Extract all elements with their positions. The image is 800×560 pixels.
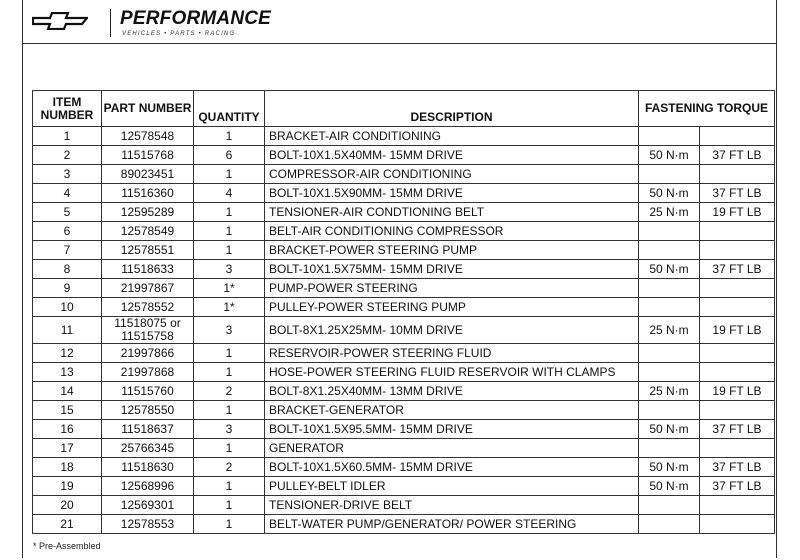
torque-nm-cell: 25 N·m — [639, 203, 700, 222]
torque-nm-cell: 25 N·m — [639, 317, 700, 344]
torque-ftlb-cell: 37 FT LB — [700, 260, 775, 279]
torque-ftlb-cell — [700, 222, 775, 241]
torque-nm-cell — [639, 165, 700, 184]
description-cell: BOLT-10X1.5X95.5MM- 15MM DRIVE — [265, 420, 639, 439]
table-row — [33, 222, 775, 241]
part-number-cell: 21997867 — [102, 279, 194, 298]
description-cell: BOLT-10X1.5X90MM- 15MM DRIVE — [265, 184, 639, 203]
torque-nm-cell — [639, 363, 700, 382]
torque-nm-cell — [639, 298, 700, 317]
torque-nm-cell — [639, 344, 700, 363]
item-number-cell: 8 — [33, 260, 102, 279]
torque-ftlb-cell — [700, 298, 775, 317]
torque-nm-cell — [639, 401, 700, 420]
table-row — [33, 382, 775, 401]
part-number-cell: 89023451 — [102, 165, 194, 184]
header-part-number: PART NUMBER — [102, 91, 194, 127]
table-row — [33, 165, 775, 184]
table-row — [33, 439, 775, 458]
torque-ftlb-cell — [700, 165, 775, 184]
quantity-cell: 3 — [194, 260, 265, 279]
torque-nm-cell: 50 N·m — [639, 420, 700, 439]
part-number-cell: 11515760 — [102, 382, 194, 401]
torque-ftlb-cell — [700, 127, 775, 146]
header-item-number: ITEM NUMBER — [33, 91, 102, 127]
quantity-cell: 4 — [194, 184, 265, 203]
table-header-row — [33, 91, 775, 127]
table-row — [33, 241, 775, 260]
table-row — [33, 127, 775, 146]
brand-title: PERFORMANCE — [120, 8, 272, 29]
item-number-cell: 11 — [33, 317, 102, 344]
description-cell: BRACKET-AIR CONDITIONING — [265, 127, 639, 146]
quantity-cell: 1 — [194, 344, 265, 363]
part-number-cell: 11518075 or 11515758 — [102, 317, 194, 344]
part-number-cell: 12569301 — [102, 496, 194, 515]
torque-ftlb-cell: 19 FT LB — [700, 317, 775, 344]
torque-ftlb-cell: 37 FT LB — [700, 420, 775, 439]
item-number-cell: 15 — [33, 401, 102, 420]
item-number-cell: 14 — [33, 382, 102, 401]
quantity-cell: 1* — [194, 279, 265, 298]
part-number-cell: 12568996 — [102, 477, 194, 496]
item-number-cell: 20 — [33, 496, 102, 515]
torque-ftlb-cell — [700, 439, 775, 458]
item-number-cell: 13 — [33, 363, 102, 382]
chevrolet-bowtie-icon — [32, 12, 88, 30]
table-row — [33, 515, 775, 534]
part-number-cell: 11518633 — [102, 260, 194, 279]
description-cell: BELT-WATER PUMP/GENERATOR/ POWER STEERING — [265, 515, 639, 534]
quantity-cell: 1* — [194, 298, 265, 317]
item-number-cell: 17 — [33, 439, 102, 458]
part-number-cell: 12578550 — [102, 401, 194, 420]
part-number-cell: 25766345 — [102, 439, 194, 458]
torque-nm-cell: 50 N·m — [639, 146, 700, 165]
description-cell: BOLT-8X1.25X25MM- 10MM DRIVE — [265, 317, 639, 344]
table-row — [33, 184, 775, 203]
torque-nm-cell: 50 N·m — [639, 458, 700, 477]
quantity-cell: 1 — [194, 165, 265, 184]
description-cell: BOLT-10X1.5X75MM- 15MM DRIVE — [265, 260, 639, 279]
part-number-cell: 11515768 — [102, 146, 194, 165]
table-row — [33, 298, 775, 317]
part-number-cell: 11518630 — [102, 458, 194, 477]
part-number-cell: 12578551 — [102, 241, 194, 260]
item-number-cell: 16 — [33, 420, 102, 439]
header — [22, 0, 777, 44]
item-number-cell: 10 — [33, 298, 102, 317]
description-cell: HOSE-POWER STEERING FLUID RESERVOIR WITH CLAMPS — [265, 363, 639, 382]
quantity-cell: 1 — [194, 477, 265, 496]
description-cell: BOLT-10X1.5X60.5MM- 15MM DRIVE — [265, 458, 639, 477]
torque-ftlb-cell: 37 FT LB — [700, 477, 775, 496]
torque-ftlb-cell — [700, 515, 775, 534]
torque-ftlb-cell: 37 FT LB — [700, 184, 775, 203]
table-row — [33, 279, 775, 298]
torque-ftlb-cell: 37 FT LB — [700, 146, 775, 165]
item-number-cell: 18 — [33, 458, 102, 477]
torque-nm-cell — [639, 279, 700, 298]
item-number-cell: 21 — [33, 515, 102, 534]
quantity-cell: 1 — [194, 515, 265, 534]
description-cell: PULLEY-BELT IDLER — [265, 477, 639, 496]
description-cell: TENSIONER-AIR CONDTIONING BELT — [265, 203, 639, 222]
quantity-cell: 1 — [194, 363, 265, 382]
quantity-cell: 3 — [194, 317, 265, 344]
torque-nm-cell — [639, 241, 700, 260]
table-row — [33, 401, 775, 420]
header-quantity: QUANTITY — [194, 91, 265, 127]
item-number-cell: 7 — [33, 241, 102, 260]
description-cell: BOLT-10X1.5X40MM- 15MM DRIVE — [265, 146, 639, 165]
description-cell: TENSIONER-DRIVE BELT — [265, 496, 639, 515]
description-cell: PUMP-POWER STEERING — [265, 279, 639, 298]
header-fastening-torque: FASTENING TORQUE — [639, 91, 775, 127]
table-row — [33, 477, 775, 496]
table-row — [33, 458, 775, 477]
quantity-cell: 1 — [194, 127, 265, 146]
part-number-cell: 11516360 — [102, 184, 194, 203]
parts-table — [32, 90, 775, 534]
item-number-cell: 4 — [33, 184, 102, 203]
quantity-cell: 2 — [194, 458, 265, 477]
torque-nm-cell — [639, 127, 700, 146]
torque-nm-cell — [639, 222, 700, 241]
torque-ftlb-cell — [700, 496, 775, 515]
torque-ftlb-cell: 19 FT LB — [700, 203, 775, 222]
description-cell: BELT-AIR CONDITIONING COMPRESSOR — [265, 222, 639, 241]
torque-nm-cell: 50 N·m — [639, 184, 700, 203]
quantity-cell: 1 — [194, 496, 265, 515]
torque-nm-cell: 50 N·m — [639, 477, 700, 496]
torque-ftlb-cell: 37 FT LB — [700, 458, 775, 477]
quantity-cell: 1 — [194, 241, 265, 260]
item-number-cell: 12 — [33, 344, 102, 363]
table-row — [33, 317, 775, 344]
item-number-cell: 6 — [33, 222, 102, 241]
torque-nm-cell — [639, 496, 700, 515]
description-cell: PULLEY-POWER STEERING PUMP — [265, 298, 639, 317]
part-number-cell: 12578552 — [102, 298, 194, 317]
header-divider — [110, 9, 111, 37]
part-number-cell: 11518637 — [102, 420, 194, 439]
table-row — [33, 146, 775, 165]
table-row — [33, 496, 775, 515]
part-number-cell: 12595289 — [102, 203, 194, 222]
quantity-cell: 1 — [194, 222, 265, 241]
torque-ftlb-cell — [700, 344, 775, 363]
part-number-cell: 12578549 — [102, 222, 194, 241]
item-number-cell: 3 — [33, 165, 102, 184]
description-cell: RESERVOIR-POWER STEERING FLUID — [265, 344, 639, 363]
quantity-cell: 1 — [194, 203, 265, 222]
item-number-cell: 2 — [33, 146, 102, 165]
description-cell: COMPRESSOR-AIR CONDITIONING — [265, 165, 639, 184]
description-cell: BRACKET-POWER STEERING PUMP — [265, 241, 639, 260]
table-row — [33, 344, 775, 363]
torque-ftlb-cell — [700, 363, 775, 382]
brand-tagline: VEHICLES • PARTS • RACING — [122, 31, 236, 37]
item-number-cell: 9 — [33, 279, 102, 298]
quantity-cell: 1 — [194, 401, 265, 420]
description-cell: BOLT-8X1.25X40MM- 13MM DRIVE — [265, 382, 639, 401]
table-row — [33, 363, 775, 382]
torque-nm-cell: 50 N·m — [639, 260, 700, 279]
part-number-cell: 12578548 — [102, 127, 194, 146]
part-number-cell: 12578553 — [102, 515, 194, 534]
torque-ftlb-cell — [700, 279, 775, 298]
torque-ftlb-cell — [700, 401, 775, 420]
table-row — [33, 420, 775, 439]
torque-nm-cell — [639, 515, 700, 534]
quantity-cell: 1 — [194, 439, 265, 458]
torque-nm-cell — [639, 439, 700, 458]
quantity-cell: 6 — [194, 146, 265, 165]
torque-ftlb-cell: 19 FT LB — [700, 382, 775, 401]
part-number-cell: 21997868 — [102, 363, 194, 382]
item-number-cell: 19 — [33, 477, 102, 496]
item-number-cell: 1 — [33, 127, 102, 146]
description-cell: BRACKET-GENERATOR — [265, 401, 639, 420]
torque-ftlb-cell — [700, 241, 775, 260]
table-row — [33, 203, 775, 222]
part-number-cell: 21997866 — [102, 344, 194, 363]
footnote: * Pre-Assembled — [33, 541, 101, 551]
header-description: DESCRIPTION — [265, 91, 639, 127]
quantity-cell: 3 — [194, 420, 265, 439]
torque-nm-cell: 25 N·m — [639, 382, 700, 401]
quantity-cell: 2 — [194, 382, 265, 401]
table-row — [33, 260, 775, 279]
description-cell: GENERATOR — [265, 439, 639, 458]
item-number-cell: 5 — [33, 203, 102, 222]
